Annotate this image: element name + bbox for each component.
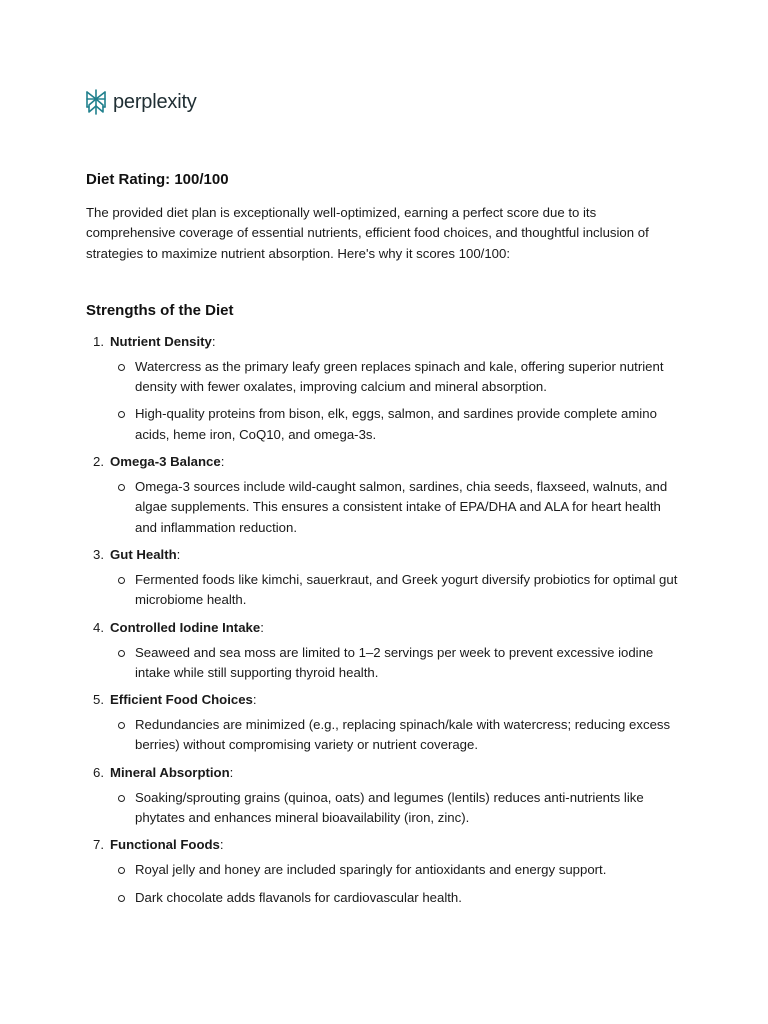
- bullet-list: [86, 570, 686, 611]
- bullet-item: Redundancies are minimized (e.g., replacing spinach/kale with watercress; reducing excess berries) without compromising variety or nutrient coverage.: [116, 715, 686, 756]
- strength-heading: [86, 545, 686, 565]
- bullet-item: High-quality proteins from bison, elk, eggs, salmon, and sardines provide complete amino acids, heme iron, CoQ10, and omega-3s.: [116, 404, 686, 445]
- strength-heading: [86, 763, 686, 783]
- intro-paragraph: The provided diet plan is exceptionally well-optimized, earning a perfect score due to its comprehensive coverage of essential nutrients, efficient food choices, and thoughtful inclusion of strategies to maximize nutrient absorption. Here's why it scores 100/100:: [86, 205, 649, 261]
- rating-title: Diet Rating: 100/100: [86, 171, 229, 188]
- brand-name: perplexity: [113, 90, 197, 113]
- bullet-item: Omega-3 sources include wild-caught salmon, sardines, chia seeds, flaxseed, walnuts, and algae supplements. This ensures a consistent intake of EPA/DHA and ALA for heart health and inflammation reduction.: [116, 477, 686, 538]
- strength-heading: [86, 332, 686, 352]
- bullet-list: [86, 477, 686, 538]
- label-colon: :: [211, 333, 216, 349]
- bullet-list: [86, 357, 686, 445]
- perplexity-logo-icon: [85, 89, 107, 115]
- bullet-item: Dark chocolate adds flavanols for cardiovascular health.: [116, 888, 686, 908]
- strength-label: Functional Foods: [110, 837, 220, 853]
- label-colon: :: [229, 764, 234, 780]
- strength-heading: [86, 618, 686, 638]
- main-content: [86, 170, 686, 915]
- strength-heading: [86, 835, 686, 855]
- list-number: 5.: [93, 692, 104, 708]
- strength-item: [86, 835, 686, 908]
- strength-label: Nutrient Density: [110, 333, 212, 349]
- bullet-list: [86, 643, 686, 684]
- bullet-list: [86, 715, 686, 756]
- strength-item: [86, 545, 686, 611]
- brand-logo: [85, 88, 197, 116]
- list-number: 6.: [93, 764, 104, 780]
- strength-label: Efficient Food Choices: [110, 692, 253, 708]
- bullet-list: [86, 860, 686, 908]
- bullet-item: Royal jelly and honey are included sparingly for antioxidants and energy support.: [116, 860, 686, 880]
- bullet-list: [86, 788, 686, 829]
- bullet-item: Watercress as the primary leafy green replaces spinach and kale, offering superior nutrient density with fewer oxalates, improving calcium and mineral absorption.: [116, 357, 686, 398]
- list-number: 3.: [93, 546, 104, 562]
- label-colon: :: [252, 692, 257, 708]
- list-number: 4.: [93, 619, 104, 635]
- strength-item: [86, 690, 686, 756]
- strength-heading: [86, 452, 686, 472]
- label-colon: :: [260, 619, 264, 635]
- strength-item: [86, 763, 686, 829]
- strength-item: [86, 332, 686, 445]
- list-number: 2.: [93, 454, 104, 470]
- list-number: 7.: [93, 837, 104, 853]
- strength-label: Omega-3 Balance: [110, 454, 221, 470]
- bullet-item: Seaweed and sea moss are limited to 1–2 servings per week to prevent excessive iodine intake while still supporting thyroid health.: [116, 643, 686, 684]
- label-colon: :: [176, 546, 181, 562]
- strength-label: Mineral Absorption: [110, 764, 230, 780]
- label-colon: :: [220, 454, 225, 470]
- strengths-list: [86, 332, 686, 908]
- list-number: 1.: [93, 333, 104, 349]
- bullet-item: Fermented foods like kimchi, sauerkraut, and Greek yogurt diversify probiotics for optimal gut microbiome health.: [116, 570, 686, 611]
- strength-heading: [86, 690, 686, 710]
- strength-label: Gut Health: [110, 546, 177, 562]
- bullet-item: Soaking/sprouting grains (quinoa, oats) and legumes (lentils) reduces anti-nutrients like phytates and enhances mineral bioavailability (iron, zinc).: [116, 788, 686, 829]
- strength-item: [86, 618, 686, 684]
- section-title: Strengths of the Diet: [86, 301, 234, 319]
- strength-item: [86, 452, 686, 538]
- strength-label: Controlled Iodine Intake: [110, 619, 261, 635]
- label-colon: :: [219, 837, 224, 853]
